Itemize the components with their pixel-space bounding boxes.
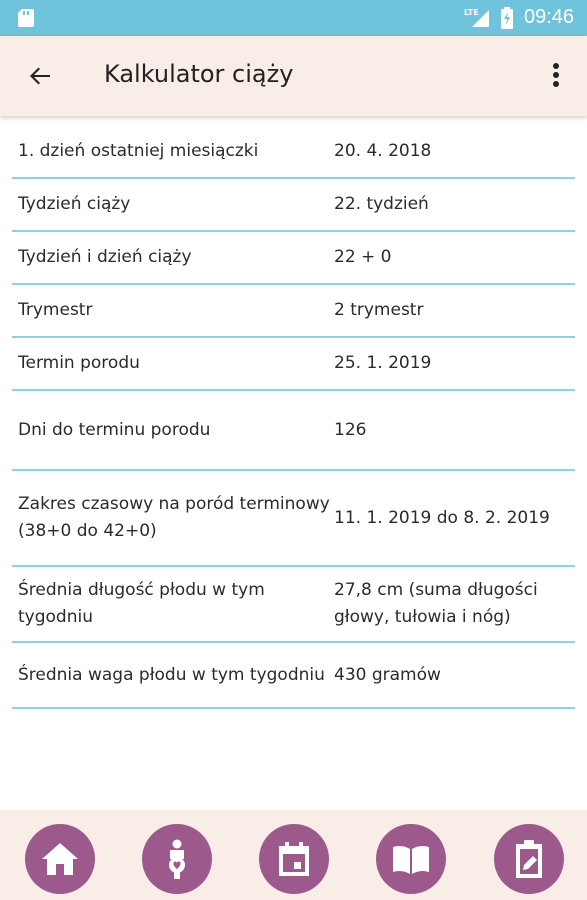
row-label: Średnia waga płodu w tym tygodniu: [18, 664, 325, 685]
nav-calendar-button[interactable]: [259, 824, 329, 894]
row-value: 25. 1. 2019: [334, 353, 432, 373]
row-value: 11. 1. 2019 do 8. 2. 2019: [334, 507, 550, 528]
row-label: Termin porodu: [18, 353, 140, 373]
table-row: [12, 643, 575, 709]
nav-home-button[interactable]: [25, 824, 95, 894]
nav-pregnancy-button[interactable]: [142, 824, 212, 894]
row-value: 20. 4. 2018: [334, 141, 432, 161]
row-label: Zakres czasowy na poród terminowy (38+0 do 42+0): [18, 494, 330, 541]
home-icon: [38, 837, 82, 881]
row-label: Tydzień i dzień ciąży: [18, 247, 192, 267]
sd-card-icon: [16, 8, 36, 28]
table-row: [12, 391, 575, 471]
row-value: 22. tydzień: [334, 194, 429, 214]
page-title: Kalkulator ciąży: [104, 60, 294, 88]
pregnancy-info-table: [12, 126, 575, 709]
more-vertical-icon: [540, 56, 572, 96]
clock: 09:46: [524, 6, 575, 28]
row-value: 27,8 cm (suma długości głowy, tułowia i nóg): [334, 580, 538, 627]
book-icon: [389, 837, 433, 881]
back-button[interactable]: [20, 56, 60, 96]
pregnancy-icon: [155, 837, 199, 881]
nav-book-button[interactable]: [376, 824, 446, 894]
table-row: [12, 471, 575, 567]
overflow-menu-button[interactable]: [540, 56, 572, 96]
row-label: 1. dzień ostatniej miesiączki: [18, 141, 259, 161]
row-value: 430 gramów: [334, 664, 441, 685]
network-type: LTE: [464, 8, 479, 17]
bottom-navigation: [0, 810, 587, 900]
clipboard-edit-icon: [507, 837, 551, 881]
table-row: [12, 338, 575, 391]
table-row: [12, 285, 575, 338]
app-bar: [0, 36, 587, 116]
table-row: [12, 179, 575, 232]
battery-charging-icon: [501, 7, 513, 29]
nav-notes-button[interactable]: [494, 824, 564, 894]
table-row: [12, 126, 575, 179]
calendar-icon: [272, 837, 316, 881]
signal-icon: [468, 8, 490, 28]
row-label: Trymestr: [18, 300, 93, 320]
row-value: 126: [334, 419, 367, 440]
table-row: [12, 567, 575, 643]
row-value: 22 + 0: [334, 247, 392, 267]
row-label: Tydzień ciąży: [18, 194, 131, 214]
row-label: Średnia długość płodu w tym tygodniu: [18, 580, 265, 627]
table-row: [12, 232, 575, 285]
arrow-back-icon: [20, 56, 60, 96]
row-label: Dni do terminu porodu: [18, 419, 211, 440]
row-value: 2 trymestr: [334, 300, 424, 320]
status-bar: [0, 0, 587, 36]
